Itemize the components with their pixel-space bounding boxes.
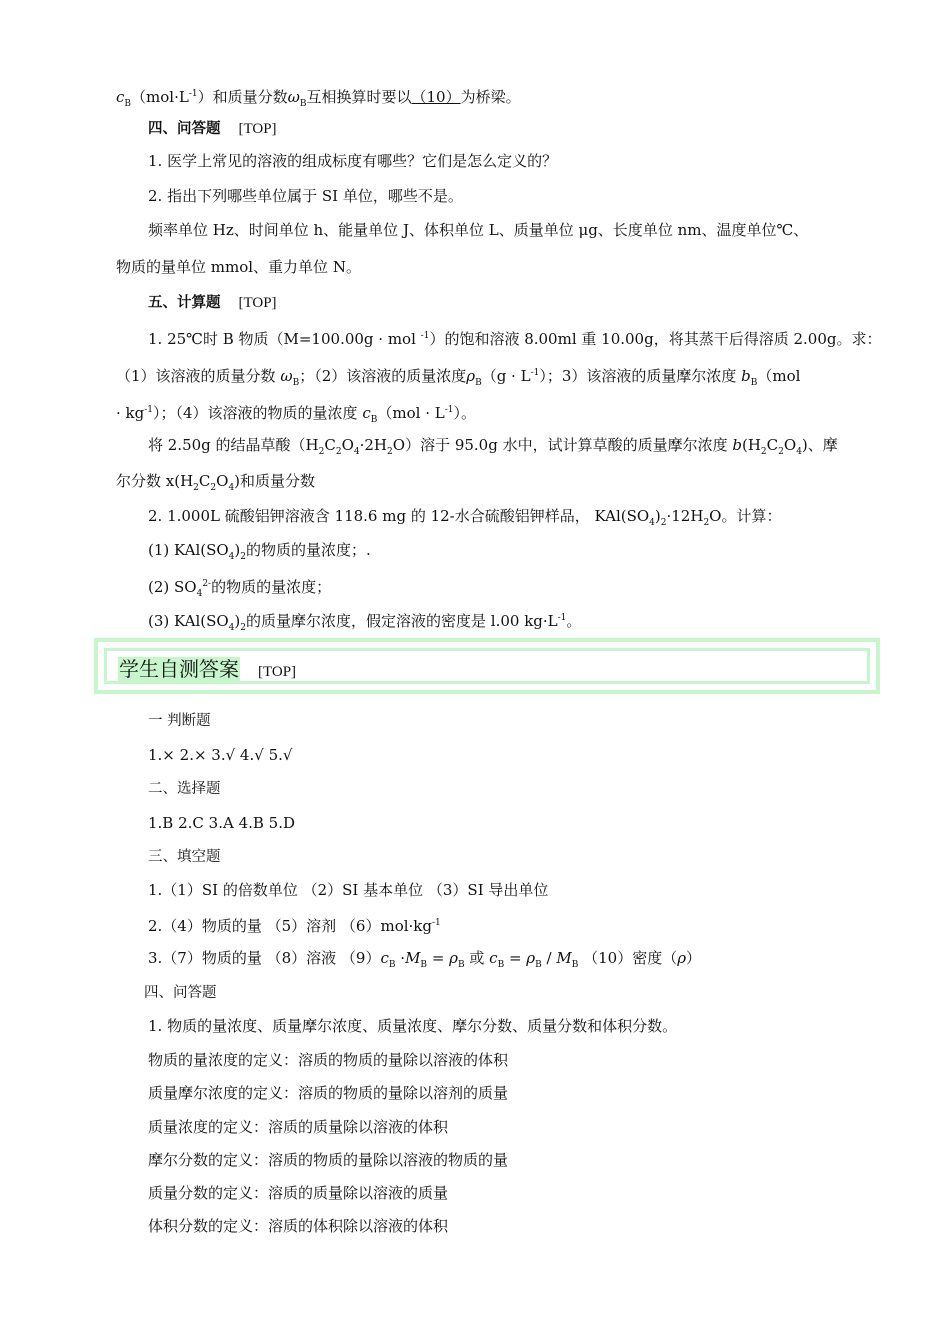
- qa-question-2: 2. 指出下列哪些单位属于 SI 单位，哪些不是。: [148, 187, 463, 205]
- alum-question-1: (1) $KAl(SO_4)_2$的物质的量浓度；.: [148, 541, 371, 562]
- alum-question-2: (2) $SO_4^{2-}$的物质的量浓度；: [148, 578, 332, 599]
- answer-section-1: 1.× 2.× 3.√ 4.√ 5.√: [148, 746, 293, 764]
- answer-3-3: 3.（7）物质的量 （8）溶液 $(9)c_B \cdot M_B = \rho_B$ 或 $c_B = \rho_B / M_B$ （10）密度（ρ）: [148, 949, 702, 970]
- top-link[interactable]: [TOP]: [258, 664, 297, 680]
- answer-section-1-title: 一 判断题: [148, 713, 211, 729]
- qa-question-1: 1. 医学上常见的溶液的组成标度有哪些？它们是怎么定义的？: [148, 152, 558, 170]
- answer-3-1: 1.（1）SI 的倍数单位 （2）SI 基本单位 （3）SI 导出单位: [148, 881, 549, 899]
- qa-units-line-2: 物质的量单位 mmol、重力单位 N。: [116, 258, 361, 276]
- alum-question-3: (3) $KAl(SO_4)_2$的质量摩尔浓度，假定溶液的密度是 l.00 $kg\cdot L^{-1}$。: [148, 612, 582, 633]
- top-link[interactable]: [TOP]: [238, 295, 277, 311]
- answer-3-2: 2.（4）物质的量 （5）溶剂 $(6)mol\cdot kg^{-1}$: [148, 917, 441, 935]
- answer-section-3-title: 三、填空题: [148, 849, 221, 865]
- answer-4-definition-1: 物质的量浓度的定义：溶质的物质的量除以溶液的体积: [148, 1051, 509, 1069]
- answers-title: 学生自测答案: [119, 657, 239, 681]
- answer-4-definition-3: 质量浓度的定义：溶质的质量除以溶液的体积: [148, 1118, 449, 1136]
- answer-4-definition-4: 摩尔分数的定义：溶质的物质的量除以溶液的物质的量: [148, 1151, 509, 1169]
- answer-section-4-title: 四、问答题: [144, 985, 217, 1001]
- calc-problem-1-line-2: （1）该溶液的质量分数 $\omega_B$；（2）该溶液的质量浓度$\rho_B(g \cdot L^{-1})$；3）该溶液的质量摩尔浓度 $b_B(mol$: [116, 367, 801, 388]
- answer-4-definition-5: 质量分数的定义：溶质的质量除以溶液的质量: [148, 1184, 449, 1202]
- fill-question-continuation: $c_B(mol\cdot L^{-1})$和质量分数$\omega_B$互相换算时要以（10）为桥梁。: [116, 88, 521, 109]
- oxalic-acid-problem-line-1: 将 2.50g 的结晶草酸$(H_2C_2O_4\cdot 2H_2O)$溶于 95.0g 水中，试计算草酸的质量摩尔浓度 $b(H_2C_2O_4)$、摩: [148, 436, 838, 457]
- qa-units-line-1: 频率单位 Hz、时间单位 h、能量单位 J、体积单位 L、质量单位 μg、长度单位 nm、温度单位℃、: [148, 221, 809, 239]
- calc-problem-1-line-1: 1. 25℃时 B 物质（M=100.00g · mol $^{-1}$）的饱和溶液 8.00ml 重 10.00g，将其蒸干后得溶质 2.00g。求：: [148, 330, 882, 348]
- oxalic-acid-problem-line-2: 尔分数 $x(H_2C_2O_4)$和质量分数: [116, 472, 316, 493]
- calc-problem-1-line-3: · $kg^{-1}$）；（4）该溶液的物质的量浓度 $c_B(mol \cdot L^{-1})$。: [116, 404, 476, 425]
- answer-4-definition-2: 质量摩尔浓度的定义：溶质的物质的量除以溶剂的质量: [148, 1084, 509, 1102]
- answer-section-2-title: 二、选择题: [148, 781, 221, 797]
- answer-blank: （10）: [411, 88, 461, 106]
- alum-problem: 2. 1.000L 硫酸铝钾溶液含 118.6 mg 的 12-水合硫酸铝钾样品， $KAl(SO_4)_2\cdot 12H_2O$。计算：: [148, 507, 782, 528]
- answers-heading-box: [94, 638, 880, 694]
- answers-heading: [118, 656, 296, 685]
- answer-4-definition-6: 体积分数的定义：溶质的体积除以溶液的体积: [148, 1217, 449, 1235]
- answer-4-1: 1. 物质的量浓度、质量摩尔浓度、质量浓度、摩尔分数、质量分数和体积分数。: [148, 1017, 678, 1035]
- section-heading-calc: 五、计算题 [TOP]: [148, 295, 277, 311]
- top-link[interactable]: [TOP]: [238, 121, 277, 137]
- section-heading-qa: 四、问答题 [TOP]: [148, 121, 277, 137]
- answer-section-2: 1.B 2.C 3.A 4.B 5.D: [148, 814, 296, 832]
